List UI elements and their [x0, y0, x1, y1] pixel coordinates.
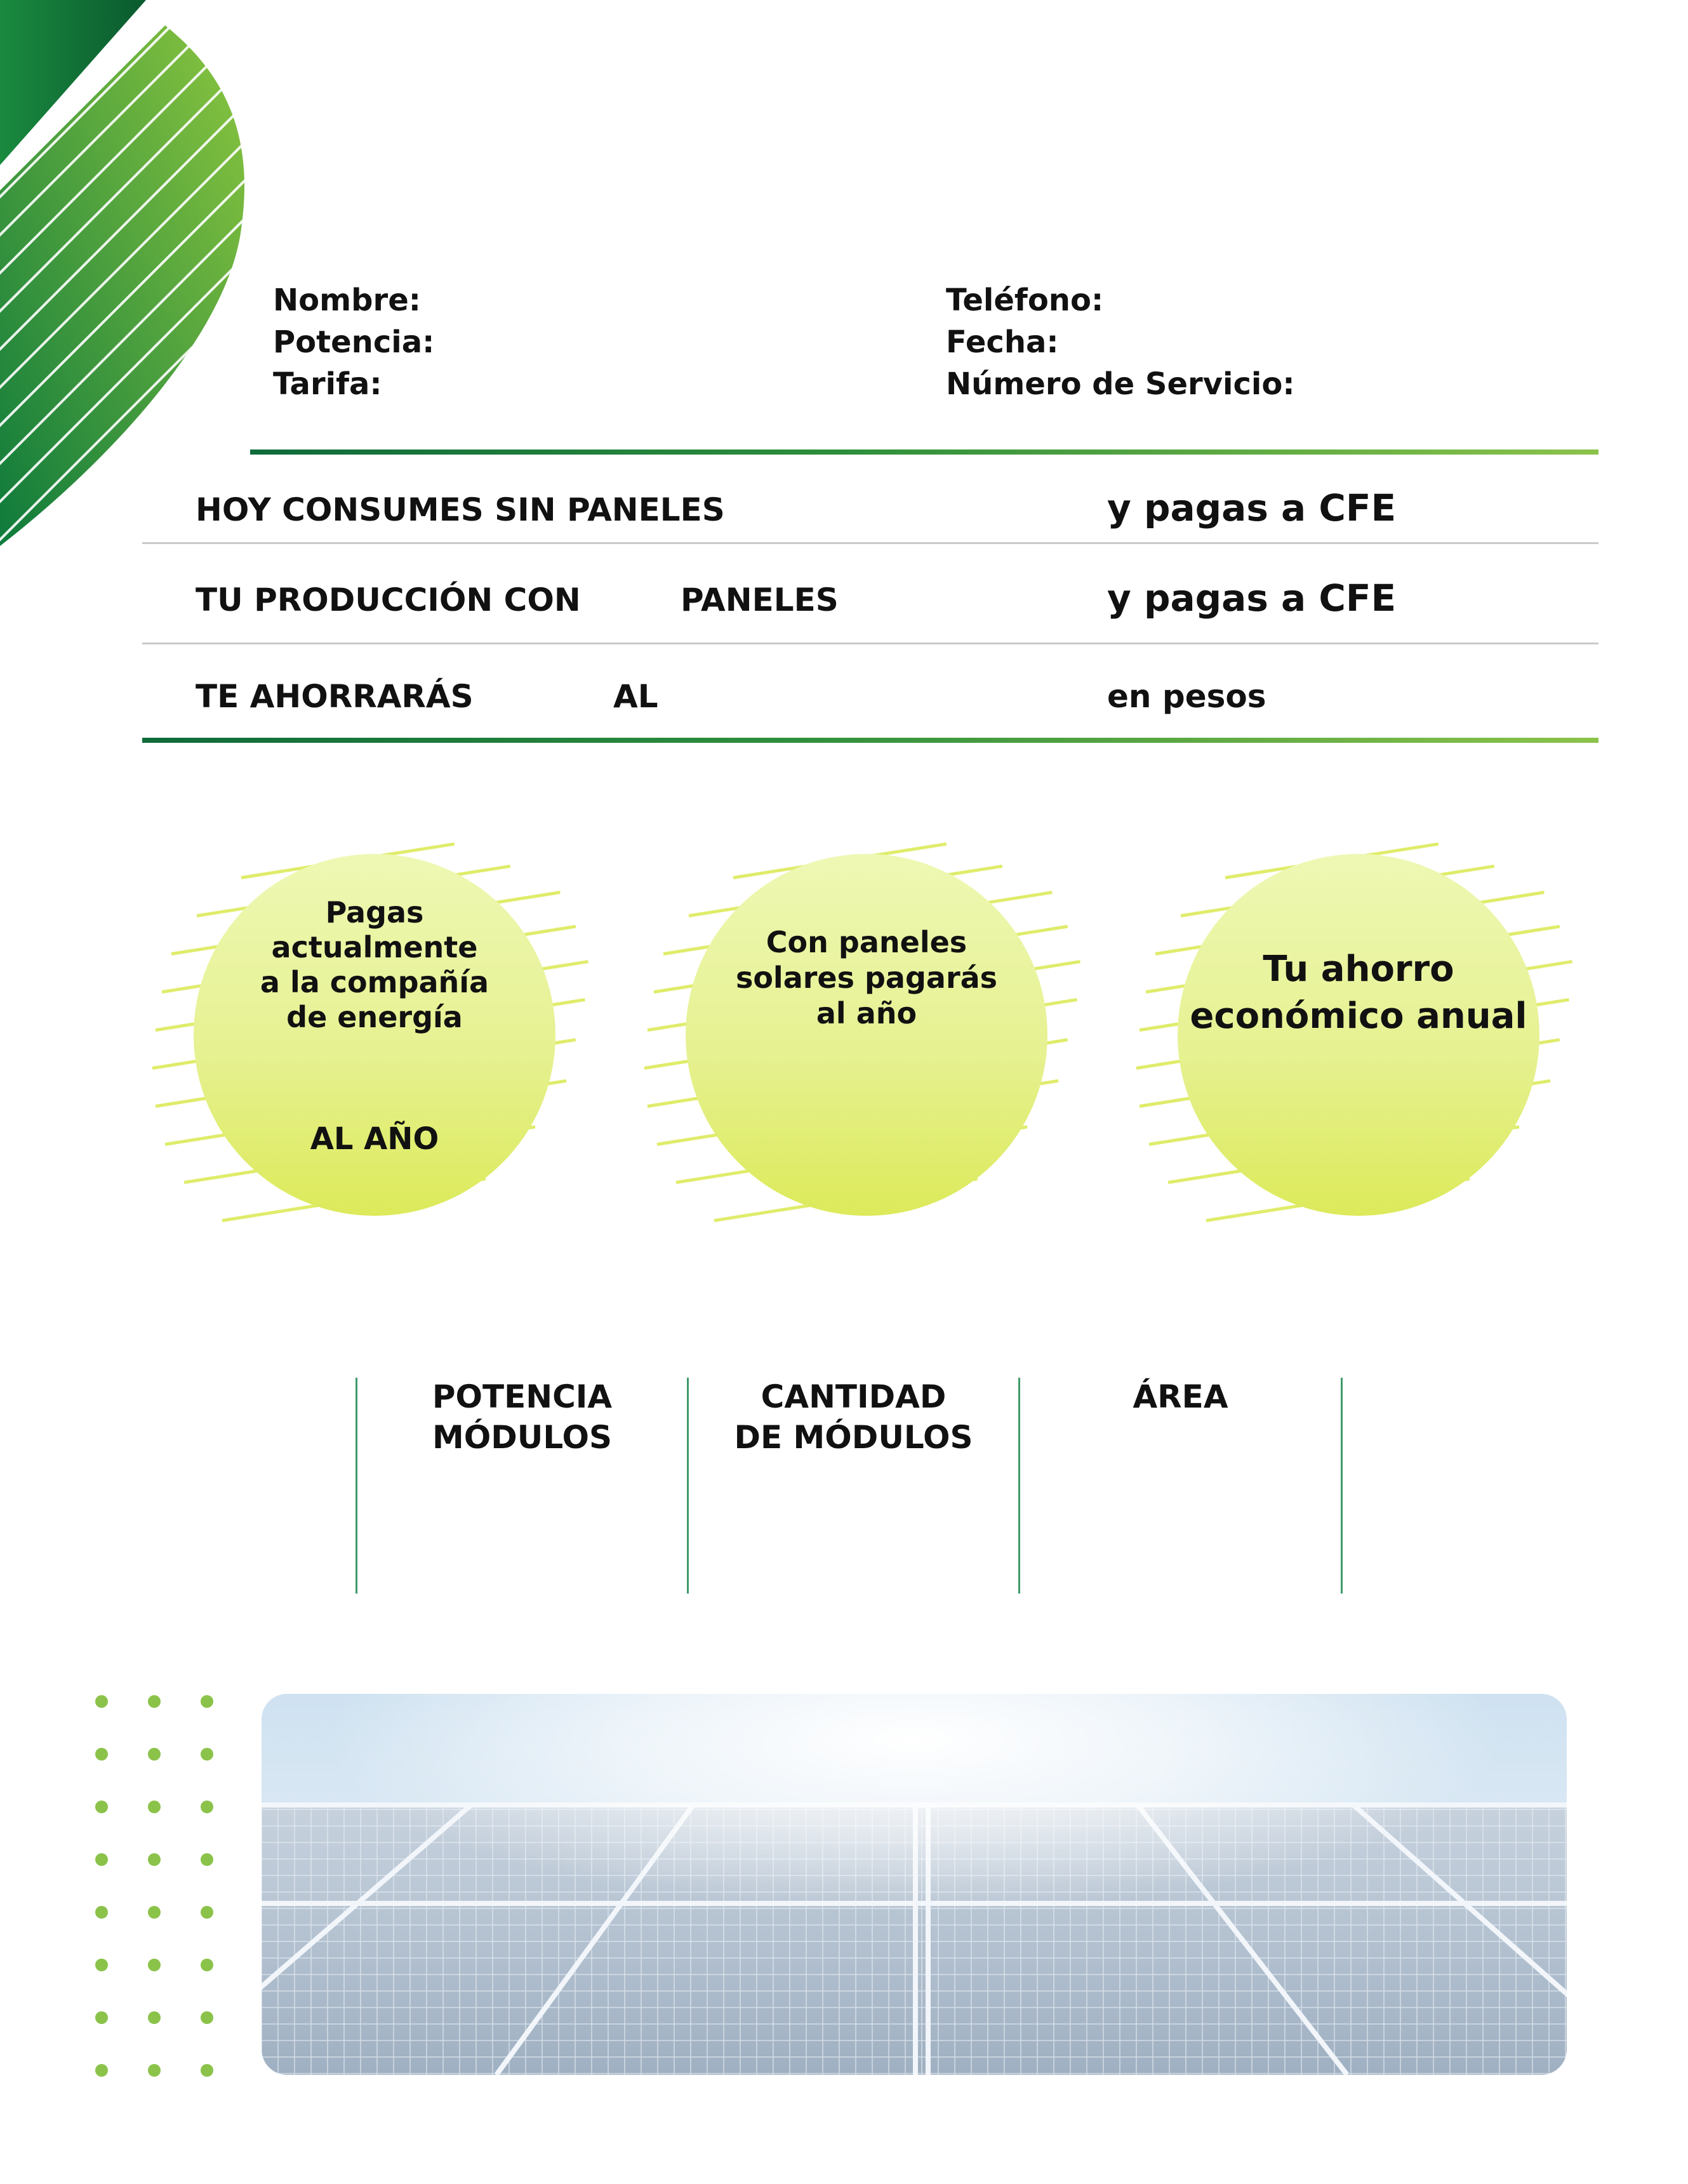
info-right — [946, 279, 1295, 405]
column-label-line: POTENCIA — [432, 1378, 613, 1415]
row2-middle: PANELES — [681, 582, 839, 618]
potencia-modulos-header — [357, 1376, 687, 1458]
potencia-label: Potencia: — [273, 324, 435, 360]
row3-right: en pesos — [1107, 678, 1266, 715]
column-label-line: DE MÓDULOS — [734, 1419, 973, 1456]
bubble1-line: de energía — [286, 1000, 463, 1034]
bubble-with-panels — [644, 825, 1089, 1244]
bubble-current-payment — [152, 825, 597, 1244]
header-divider — [250, 449, 1598, 455]
column-label-line: CANTIDAD — [761, 1378, 947, 1415]
bubble3-line: Tu ahorro — [1263, 949, 1454, 990]
info-left — [273, 279, 434, 405]
area-header — [1020, 1376, 1341, 1417]
column-label-line: MÓDULOS — [432, 1419, 612, 1456]
column-label-line: ÁREA — [1133, 1378, 1228, 1415]
fecha-label: Fecha: — [946, 324, 1059, 360]
tarifa-label: Tarifa: — [273, 366, 382, 402]
row3-middle: AL — [613, 678, 658, 715]
cantidad-modulos-header — [689, 1376, 1018, 1458]
bubble-annual-savings — [1136, 825, 1581, 1244]
bubble2-line: al año — [816, 996, 917, 1030]
bubble1-line: actualmente — [271, 930, 478, 964]
row1-right: y pagas a CFE — [1107, 486, 1397, 529]
row-divider — [142, 542, 1598, 544]
bubble1-footer: AL AÑO — [310, 1121, 439, 1157]
telefono-label: Teléfono: — [946, 283, 1104, 318]
row1-label: HOY CONSUMES SIN PANELES — [196, 491, 725, 528]
rows-bottom-divider — [142, 738, 1598, 743]
bubble2-line: solares pagarás — [735, 961, 998, 995]
solar-panels-image — [262, 1694, 1567, 2075]
bubble2-line: Con paneles — [766, 925, 967, 959]
row2-label: TU PRODUCCIÓN CON — [196, 582, 581, 618]
bubble1-line: a la compañía — [260, 965, 489, 999]
row-divider — [142, 643, 1598, 644]
corner-decoration — [0, 0, 267, 559]
row3-label: TE AHORRARÁS — [196, 678, 474, 715]
row2-right: y pagas a CFE — [1107, 576, 1397, 620]
column-divider — [1341, 1378, 1343, 1594]
nombre-label: Nombre: — [273, 283, 421, 318]
bubble1-line: Pagas — [325, 895, 424, 929]
numero-servicio-label: Número de Servicio: — [946, 366, 1295, 402]
bubble3-line: económico anual — [1190, 995, 1527, 1037]
